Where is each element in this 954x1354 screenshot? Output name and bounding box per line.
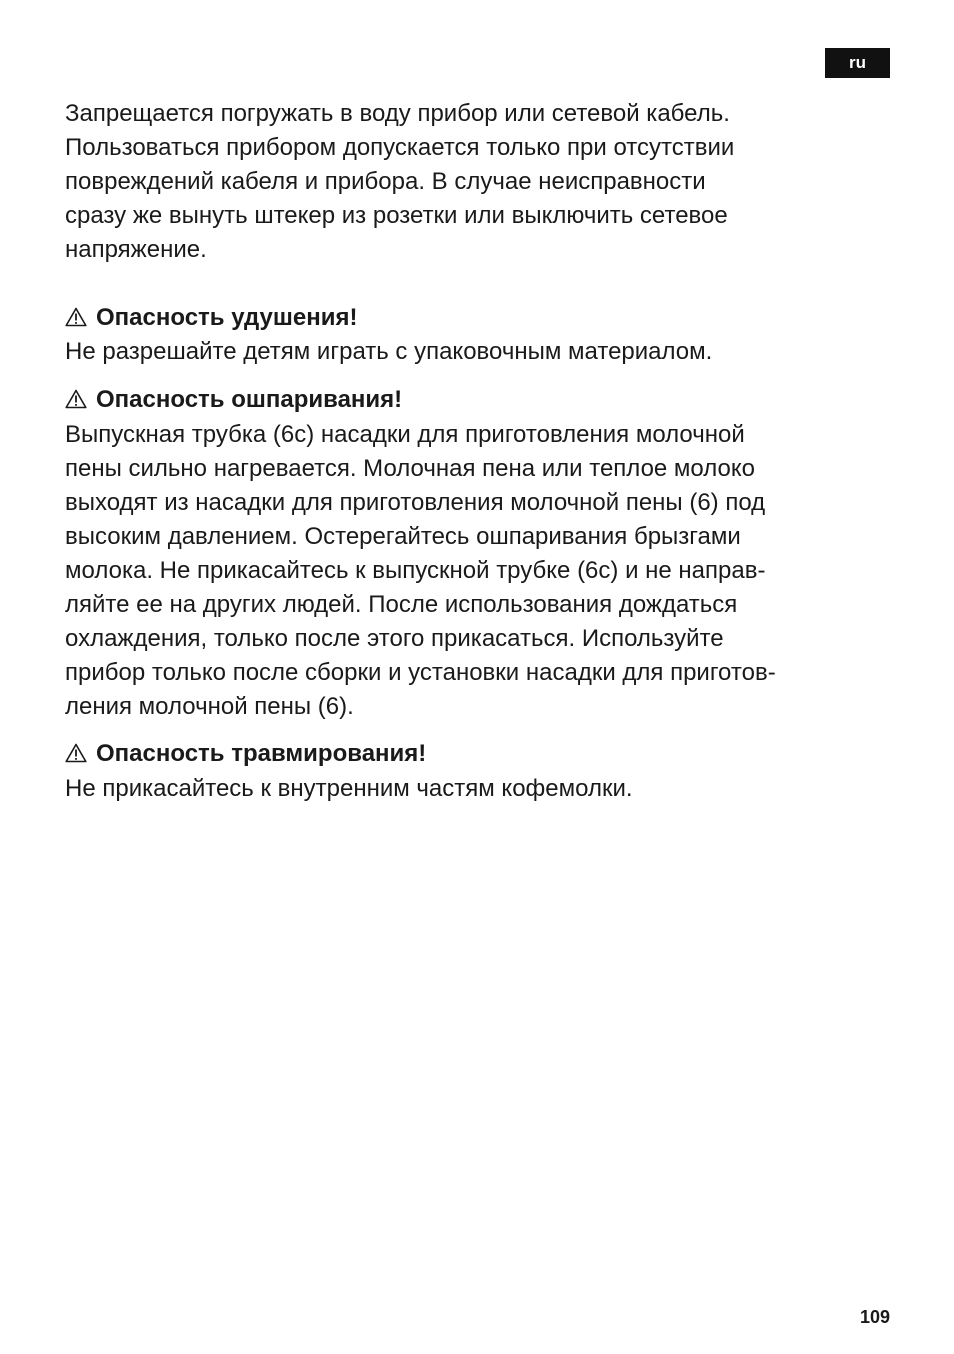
warning-triangle-icon bbox=[65, 389, 87, 409]
warning-line: ляйте ее на других людей. После использования дождаться bbox=[65, 591, 738, 618]
warning-line: Не разрешайте детям играть с упаковочным материалом. bbox=[65, 338, 713, 365]
warning-triangle-icon bbox=[65, 743, 87, 763]
warning-line: выходят из насадки для приготовления молочной пены (6) под bbox=[65, 489, 766, 516]
warning-line: Не прикасайтесь к внутренним частям кофемолки. bbox=[65, 775, 633, 802]
intro-line: повреждений кабеля и прибора. В случае неисправности bbox=[65, 168, 706, 195]
intro-line: Пользоваться прибором допускается только при отсутствии bbox=[65, 134, 735, 161]
intro-line: напряжение. bbox=[65, 236, 207, 263]
intro-line: Запрещается погружать в воду прибор или сетевой кабель. bbox=[65, 100, 730, 127]
warning-line: высоким давлением. Остерегайтесь ошпаривания брызгами bbox=[65, 523, 741, 550]
warning-title: Опасность травмирования! bbox=[96, 740, 427, 767]
warning-line: охлаждения, только после этого прикасаться. Используйте bbox=[65, 625, 724, 652]
warning-triangle-icon bbox=[65, 307, 87, 327]
warning-heading bbox=[65, 737, 426, 771]
warning-heading bbox=[65, 383, 402, 417]
warning-line: Выпускная трубка (6c) насадки для приготовления молочной bbox=[65, 421, 745, 448]
intro-line: сразу же вынуть штекер из розетки или выключить сетевое bbox=[65, 202, 728, 229]
warning-line: молока. Не прикасайтесь к выпускной трубке (6c) и не направ- bbox=[65, 557, 766, 584]
warning-title: Опасность удушения! bbox=[96, 304, 358, 331]
warning-heading bbox=[65, 301, 357, 335]
page-number: 109 bbox=[859, 1307, 890, 1327]
warning-line: ления молочной пены (6). bbox=[65, 693, 354, 720]
warning-line: прибор только после сборки и установки насадки для приготов- bbox=[65, 659, 776, 686]
warning-title: Опасность ошпаривания! bbox=[96, 386, 403, 413]
warning-line: пены сильно нагревается. Молочная пена или теплое молоко bbox=[65, 455, 755, 482]
language-tab: ru bbox=[825, 48, 890, 78]
